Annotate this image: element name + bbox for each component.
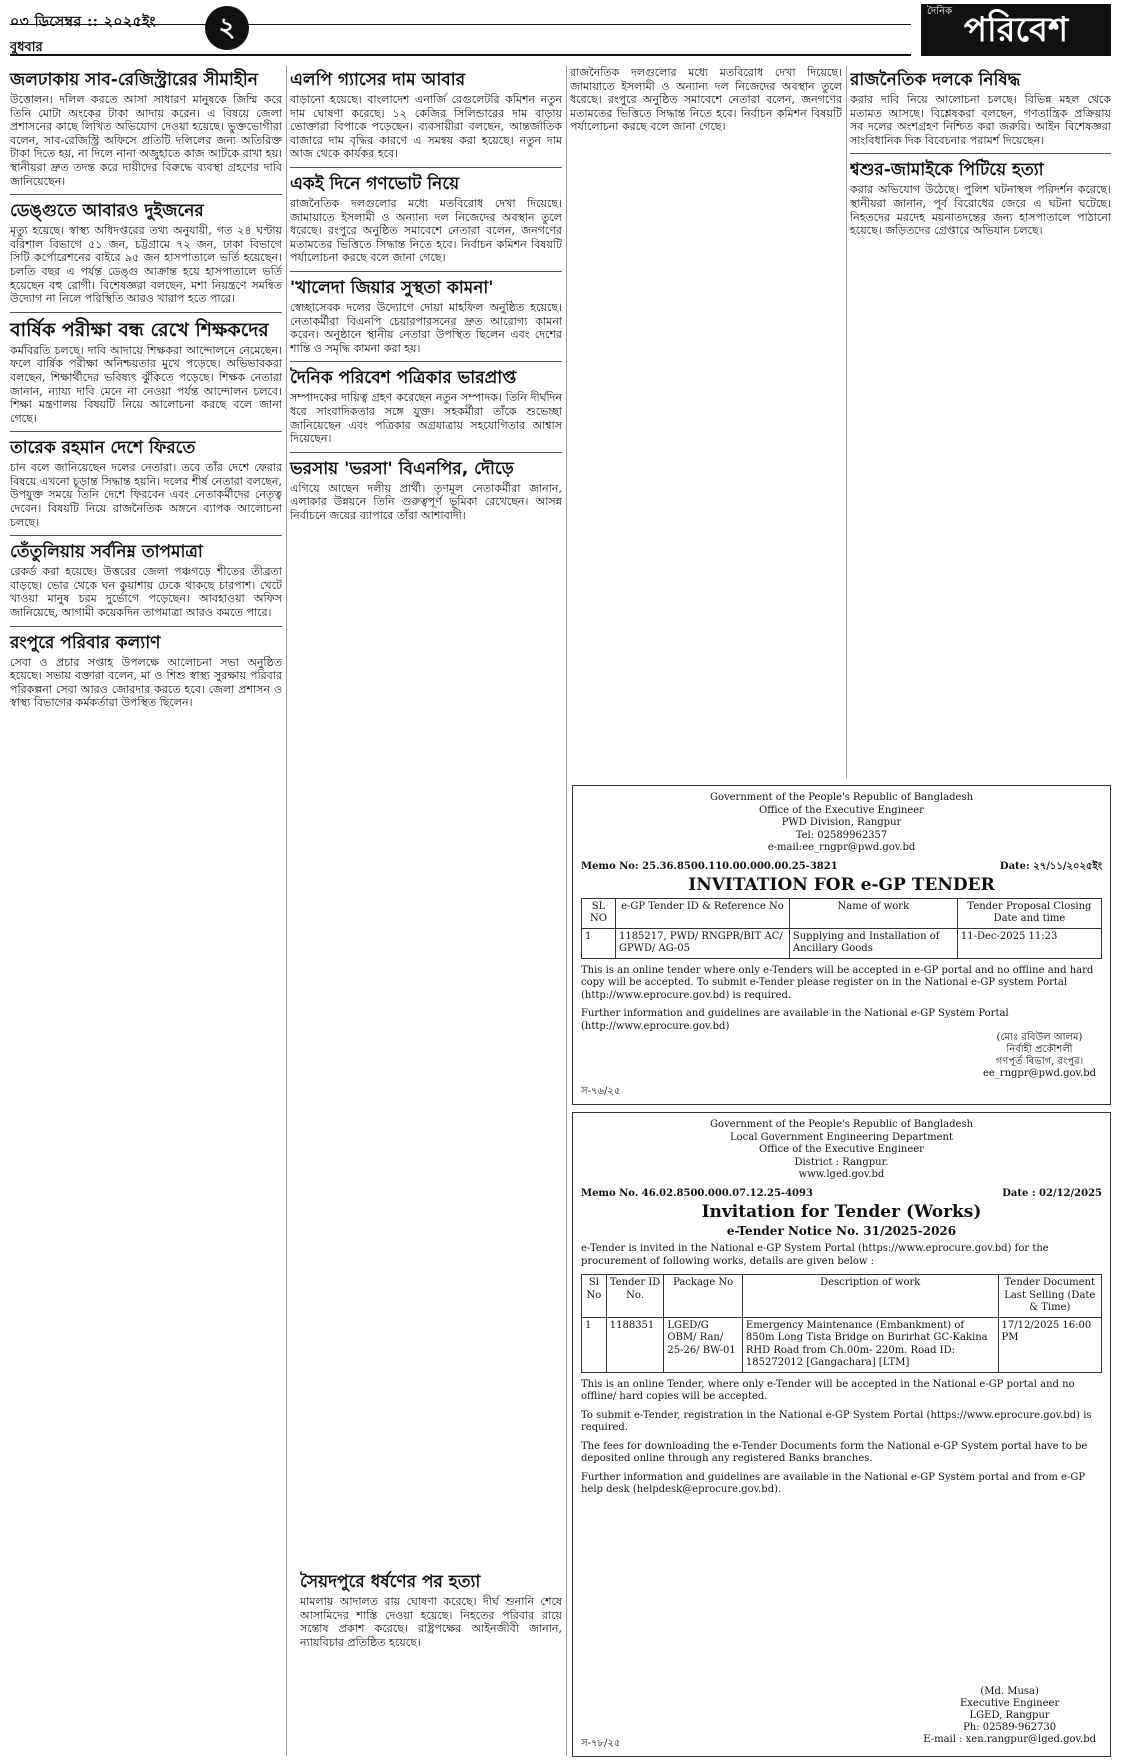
article-body: সম্পাদকের দায়িত্ব গ্রহণ করেছেন নতুন সম্পাদক। তিনি দীর্ঘদিন ধরে সাংবাদিকতার সঙ্গে যুক্ত। সহকর্মীরা তাঁকে শুভেচ্ছা জানিয়েছেন এবং পত্রিকার অগ্রযাত্রায় সহযোগিতার আশ্বাস দিয়েছেন। <box>290 391 562 446</box>
tender-notice-pwd <box>572 785 1111 1105</box>
issue-date: ০৩ ডিসেম্বর :: ২০২৫ইং <box>10 14 156 30</box>
table-row: 1 1185217, PWD/ RNGPR/BIT AC/ GPWD/ AG-05 Supplying and Installation of Ancillary Goods 11-Dec-2025 11:23 <box>582 928 1102 958</box>
ad-gov: Government of the People's Republic of Bangladesh <box>709 792 974 803</box>
headline: শ্বশুর-জামাইকে পিটিয়ে হত্যা <box>850 160 1044 181</box>
column-3 <box>570 66 842 778</box>
ad-office: Office of the Executive Engineer <box>759 1144 924 1155</box>
ad-district: District : Rangpur. <box>794 1156 889 1168</box>
column-2 <box>290 66 562 528</box>
article <box>290 459 562 523</box>
article-body: মামলায় আদালত রায় ঘোষণা করেছে। দীর্ঘ শুনানি শেষে আসামিদের শাস্তি দেওয়া হয়েছে। নিহতের পরিবার রায়ে সন্তোষ প্রকাশ করেছে। রাষ্ট্রপক্ষের আইনজীবী জানান, ন্যায়বিচার প্রতিষ্ঠিত হয়েছে। <box>300 1595 562 1649</box>
article <box>290 70 562 161</box>
article-body: রাজনৈতিক দলগুলোর মধ্যে মতবিরোধ দেখা দিয়েছে। জামায়াতে ইসলামী ও অন্যান্য দল নিজেদের অবস্থান তুলে ধরেছে। রংপুরে অনুষ্ঠিত সমাবেশে নেতারা বলেন, জনগণের মতামতের ভিত্তিতে সিদ্ধান্ত নিতে হবে। নির্বাচন কমিশন বিষয়টি পর্যালোচনা করছে বলে জানা গেছে। <box>570 66 842 134</box>
headline: ডেঙ্গুতে আবারও দুইজনের <box>10 201 204 222</box>
column-4 <box>850 66 1111 778</box>
memo-date: Date : 02/12/2025 <box>1002 1187 1102 1199</box>
memo-date: Date: ২৭/১১/২০২৫ইং <box>999 860 1102 872</box>
tender-table: SL NO e-GP Tender ID & Reference No Name of work Tender Proposal Closing Date and time 1 1185217, PWD/ RNGPR/BIT AC/ GPWD/ AG-05 Supplying and Installation of Ancillary Goods 11-Dec-2025 11:23 <box>581 898 1102 959</box>
article <box>10 542 282 619</box>
article-body: কর্মবিরতি চলছে। দাবি আদায়ে শিক্ষকরা আন্দোলনে নেমেছেন। ফলে বার্ষিক পরীক্ষা অনিশ্চয়তার মুখে পড়েছে। অভিভাবকরা বলছেন, শিক্ষার্থীদের ভবিষ্যৎ ঝুঁকিতে পড়েছে। শিক্ষক নেতারা জানান, ন্যায্য দাবি মেনে না নেওয়া পর্যন্ত আন্দোলন চলবে। শিক্ষা মন্ত্রণালয় বিষয়টি নিয়ে আলোচনা করছে বলে জানা গেছে। <box>10 343 282 425</box>
headline: বার্ষিক পরীক্ষা বন্ধ রেখে শিক্ষকদের <box>10 318 269 341</box>
ad-title: Invitation for Tender (Works) <box>701 1202 982 1222</box>
column-divider <box>566 66 567 1756</box>
tender-table: Sl No Tender ID No. Package No Description of work Tender Document Last Selling (Date & Time) 1 1188351 LGED/G OBM/ Ran/ 25-26/ BW-01 Emergency Maintenance (Embankment) of 850m Long Tista Bridge on Burirhat GC-Kakina RHD Road from Ch.00m- 220m. Road ID: 185272012 [Gangachara] [LTM] 17/12/2025 16:00 PM <box>581 1274 1102 1373</box>
ad-email: e-mail:ee_rngpr@pwd.gov.bd <box>767 842 916 853</box>
headline: একই দিনে গণভোট নিয়ে <box>290 173 460 194</box>
headline: তেঁতুলিয়ায় সর্বনিম্ন তাপমাত্রা <box>10 542 203 563</box>
article <box>290 278 562 355</box>
ad-office: Office of the Executive Engineer <box>759 804 924 816</box>
article-body: সেবা ও প্রচার সপ্তাহ উপলক্ষে আলোচনা সভা অনুষ্ঠিত হয়েছে। সভায় বক্তারা বলেন, মা ও শিশু স্বাস্থ্য সুরক্ষায় পরিবার পরিকল্পনা সেবা আরও জোরদার করতে হবে। জেলা প্রশাসন ও স্বাস্থ্য বিভাগের কর্মকর্তারা উপস্থিত ছিলেন। <box>10 655 282 710</box>
issue-day: বুধবার <box>10 40 43 55</box>
headline: এলপি গ্যাসের দাম আবার <box>290 70 466 90</box>
article-body: স্বেচ্ছাসেবক দলের উদ্যোগে দোয়া মাহফিল অনুষ্ঠিত হয়েছে। নেতাকর্মীরা বিএনপি চেয়ারপারসনের দ্রুত আরোগ্য কামনা করেন। অনুষ্ঠানে স্থানীয় নেতারা উপস্থিত ছিলেন এবং দেশের শান্তি ও সমৃদ্ধি কামনা করা হয়। <box>290 300 562 355</box>
article-body: উত্তোলন। দলিল করতে আসা সাধারণ মানুষকে জিম্মি করে তিনি মোটা অংকের টাকা আদায় করেন। এ বিষয়ে জেলা প্রশাসনের কাছে লিখিত অভিযোগ দেওয়া হয়েছে। ভুক্তভোগীরা বলেন, সাব-রেজিস্ট্রি অফিসে প্রতিটি দলিলের জন্য অতিরিক্ত টাকা দিতে হয়, না দিলে নানা অজুহাতে কাজ আটকে রাখা হয়। স্থানীয়রা দ্রুত তদন্ত করে দায়ীদের বিরুদ্ধে ব্যবস্থা গ্রহণের দাবি জানিয়েছেন। <box>10 93 282 188</box>
memo-no: Memo No. 46.02.8500.000.07.12.25-4093 <box>581 1187 813 1199</box>
article-body: করার অভিযোগ উঠেছে। পুলিশ ঘটনাস্থল পরিদর্শন করেছে। স্থানীয়রা জানান, পূর্ব বিরোধের জেরে এ ঘটনা ঘটেছে। নিহতদের মরদেহ ময়নাতদন্তের জন্য হাসপাতালে পাঠানো হয়েছে। জড়িতদের গ্রেপ্তারে অভিযান চলছে। <box>850 183 1111 238</box>
page-number: ২ <box>205 6 249 50</box>
article <box>290 368 562 445</box>
article <box>10 633 282 710</box>
signature-block: (মোঃ রবিউল আলম) নির্বাহী প্রকৌশলী গণপূর্ত বিভাগ, রংপুর। ee_rngpr@pwd.gov.bd <box>982 1032 1096 1079</box>
column-1 <box>10 66 282 716</box>
ad-note: This is an online Tender, where only e-Tender will be accepted in the National e-GP portal and no offline/ hard copies will be accepted. <box>581 1378 1075 1402</box>
table-row: 1 1188351 LGED/G OBM/ Ran/ 25-26/ BW-01 Emergency Maintenance (Embankment) of 850m Long Tista Bridge on Burirhat GC-Kakina RHD Road from Ch.00m- 220m. Road ID: 185272012 [Gangachara] [LTM] 17/12/2025 16:00 PM <box>582 1317 1102 1372</box>
ad-dept: Local Government Engineering Department <box>729 1131 953 1143</box>
ad-note: The fees for downloading the e-Tender Documents form the National e-GP System portal have to be deposited online through any registered Banks branches. <box>581 1440 1088 1464</box>
column-divider <box>846 66 847 778</box>
ad-notice: e-Tender Notice No. 31/2025-2026 <box>726 1223 957 1238</box>
article-body: চান বলে জানিয়েছেন দলের নেতারা। তবে তাঁর দেশে ফেরার বিষয়ে এখনো চূড়ান্ত সিদ্ধান্ত হয়নি। দলের শীর্ষ নেতারা বলছেন, উপযুক্ত সময়ে তিনি দেশে ফিরবেন এবং নেতাকর্মীদের নেতৃত্ব দেবেন। বিষয়টি নিয়ে রাজনৈতিক অঙ্গনে ব্যাপক আলোচনা চলছে। <box>10 461 282 529</box>
headline: সৈয়দপুরে ধর্ষণের পর হত্যা <box>300 1572 481 1592</box>
tender-notice-lged <box>572 1112 1111 1757</box>
ad-note: To submit e-Tender, registration in the National e-GP System Portal (https://www.eprocure.gov.bd) is required. <box>581 1409 1092 1433</box>
page-header <box>10 4 1111 62</box>
signature-block: (Md. Musa) Executive Engineer LGED, Rangpur Ph: 02589-962730 E-mail : xen.rangpur@lged.gov.bd <box>923 1686 1096 1745</box>
article <box>570 66 842 134</box>
article <box>10 70 282 188</box>
ad-phone: Tel: 02589962357 <box>795 829 888 841</box>
article-body: রাজনৈতিক দলগুলোর মধ্যে মতবিরোধ দেখা দিয়েছে। জামায়াতে ইসলামী ও অন্যান্য দল নিজেদের অবস্থান তুলে ধরেছে। রংপুরে অনুষ্ঠিত সমাবেশে নেতারা বলেন, জনগণের মতামতের ভিত্তিতে সিদ্ধান্ত নিতে হবে। নির্বাচন কমিশন বিষয়টি পর্যালোচনা করছে বলে জানা গেছে। <box>290 196 562 265</box>
article-body: মৃত্যু হয়েছে। স্বাস্থ্য অধিদপ্তরের তথ্য অনুযায়ী, গত ২৪ ঘণ্টায় বরিশাল বিভাগে ৫১ জন, চট্টগ্রামে ৭২ জন, ঢাকা বিভাগে সিটি কর্পোরেশনের বাইরে ৯৫ জন হাসপাতালে ভর্তি হয়েছেন। চলতি বছর এ পর্যন্ত ডেঙ্গু আক্রান্ত হয়ে হাসপাতালে ভর্তি হয়েছেন বহু রোগী। বিশেষজ্ঞরা বলছেন, মশা নিয়ন্ত্রণে সমন্বিত উদ্যোগ না নিলে পরিস্থিতি আরও খারাপ হতে পারে। <box>10 224 282 306</box>
ad-note: Further information and guidelines are available in the National e-GP System portal and from e-GP help desk (helpdesk@eprocure.gov.bd). <box>581 1471 1086 1495</box>
article <box>850 70 1111 147</box>
ad-web: www.lged.gov.bd <box>798 1169 885 1180</box>
article-body: রেকর্ড করা হয়েছে। উত্তরের জেলা পঞ্চগড়ে শীতের তীব্রতা বাড়ছে। ভোর থেকে ঘন কুয়াশায় ঢেকে থাকছে চারপাশ। খেটে খাওয়া মানুষ চরম দুর্ভোগে পড়েছেন। আবহাওয়া অফিস জানিয়েছে, আগামী কয়েকদিন তাপমাত্রা আরও কমতে পারে। <box>10 565 282 620</box>
headline: জলঢাকায় সাব-রেজিস্ট্রারের সীমাহীন <box>10 70 258 90</box>
header-rule <box>10 54 911 56</box>
ad-title: INVITATION FOR e-GP TENDER <box>688 875 995 895</box>
article <box>850 160 1111 237</box>
article <box>10 201 282 306</box>
headline: দৈনিক পরিবেশ পত্রিকার ভারপ্রাপ্ত <box>290 368 517 389</box>
ad-intro: e-Tender is invited in the National e-GP System Portal (https://www.eprocure.gov.bd) for the procurement of following works, details are given below : <box>581 1243 1049 1267</box>
article <box>10 319 282 426</box>
newspaper-logo: দৈনিক পরিবেশ <box>921 4 1111 56</box>
ad-gov: Government of the People's Republic of Bangladesh <box>709 1119 974 1130</box>
article <box>300 1568 562 1655</box>
article-body: করার দাবি নিয়ে আলোচনা চলছে। বিভিন্ন মহল থেকে মতামত আসছে। বিশ্লেষকরা বলছেন, গণতান্ত্রিক প্রক্রিয়ায় সব দলের অংশগ্রহণ নিশ্চিত করা জরুরি। আইন বিশেষজ্ঞরা সাংবিধানিক দিক বিবেচনার পরামর্শ দিয়েছেন। <box>850 93 1111 147</box>
headline: 'খালেদা জিয়ার সুস্থতা কামনা' <box>290 277 494 298</box>
headline: ভরসায় 'ভরসা' বিএনপির, দৌড়ে <box>290 458 514 479</box>
article-body: বাড়ানো হয়েছে। বাংলাদেশ এনার্জি রেগুলেটরি কমিশন নতুন দাম ঘোষণা করেছে। ১২ কেজির সিলিন্ডারের দাম বাড়ায় ভোক্তারা বিপাকে পড়েছেন। ব্যবসায়ীরা বলছেন, আন্তর্জাতিক বাজারে দাম বৃদ্ধির কারণে এ সমন্বয় করা হয়েছে। নতুন দাম আজ থেকে কার্যকর হবে। <box>290 93 562 161</box>
headline: রাজনৈতিক দলকে নিষিদ্ধ <box>850 70 1021 90</box>
headline: তারেক রহমান দেশে ফিরতে <box>10 438 196 459</box>
ad-note: Further information and guidelines are available in the National e-GP System Portal (http://www.eprocure.gov.bd) <box>581 1008 1009 1032</box>
article <box>10 438 282 529</box>
ad-code: স-৭৮/২৫ <box>581 1737 621 1749</box>
column-divider <box>286 66 287 1756</box>
headline: রংপুরে পরিবার কল্যাণ <box>10 632 161 653</box>
ad-note: This is an online tender where only e-Tenders will be accepted in e-GP portal and no offline and hard copy will be accepted. To submit e-Tender please register on in the National e-GP system Portal (http://www.eprocure.gov.bd) is required. <box>581 964 1094 1001</box>
memo-no: Memo No: 25.36.8500.110.00.000.00.25-3821 <box>581 860 838 872</box>
ad-division: PWD Division, Rangpur <box>781 817 902 828</box>
ad-code: স-৭৬/২৫ <box>581 1085 621 1097</box>
article-body: এগিয়ে আছেন দলীয় প্রার্থী। তৃণমূল নেতাকর্মীরা জানান, এলাকার উন্নয়নে তিনি গুরুত্বপূর্ণ ভূমিকা রেখেছেন। আসন্ন নির্বাচনে জয়ের ব্যাপারে তাঁরা আশাবাদী। <box>290 481 562 522</box>
article <box>290 174 562 265</box>
